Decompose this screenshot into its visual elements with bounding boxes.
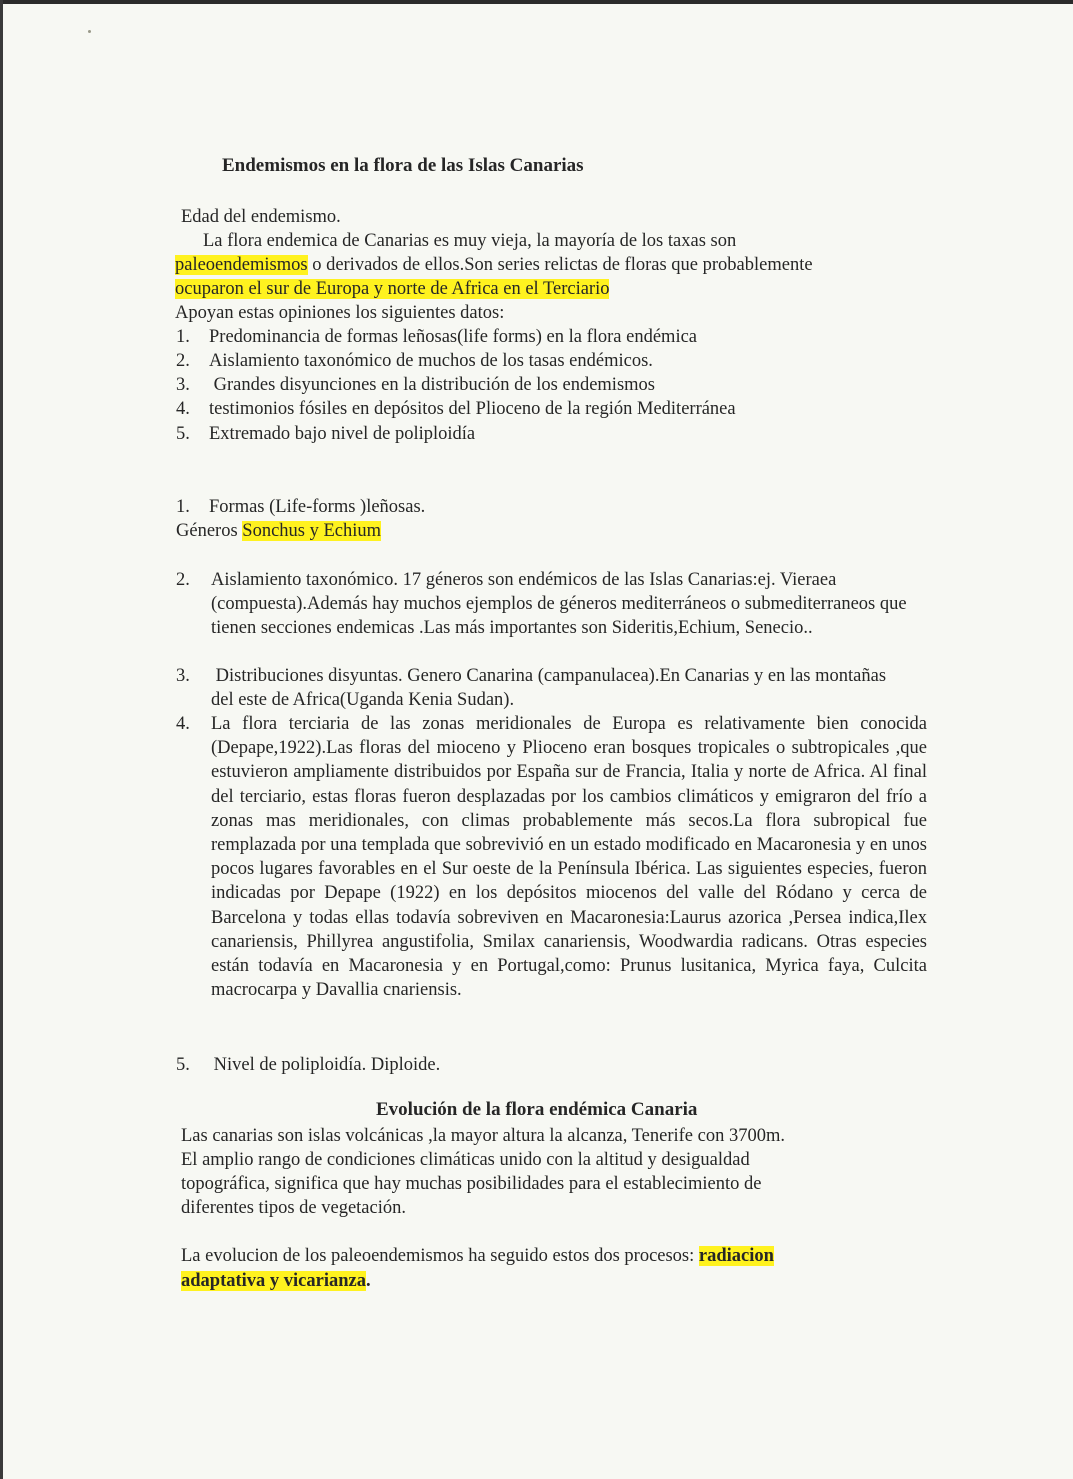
list-number: 3. — [176, 375, 190, 395]
intro-line-2-rest: o derivados de ellos.Son series relictas de floras que probablemente — [307, 255, 813, 275]
list-number: 1. — [176, 327, 190, 347]
scan-speck — [88, 30, 91, 33]
point-text: Nivel de poliploidía. Diploide. — [209, 1055, 441, 1075]
list-text: Aislamiento taxonómico de muchos de los tasas endémicos. — [209, 351, 653, 371]
intro-line-2 — [175, 253, 813, 277]
list-number: 2. — [176, 351, 190, 371]
point-number: 2. — [176, 570, 190, 590]
scan-edge-top — [0, 0, 1073, 4]
list-text: testimonios fósiles en depósitos del Plioceno de la región Mediterránea — [209, 399, 736, 419]
point-number: 4. — [176, 714, 190, 734]
conclusion-text: La evolucion de los paleoendemismos ha seguido estos dos procesos: — [181, 1246, 699, 1266]
point-text: Aislamiento taxonómico. 17 géneros son endémicos de las Islas Canarias:ej. Vieraea (compuesta).Además hay muchos ejemplos de géneros mediterráneos o submediterraneos que tienen secciones endemicas .Las más importantes son Sideritis,Echium, Senecio.. — [211, 570, 907, 639]
point-text: La flora terciaria de las zonas meridionales de Europa es relativamente bien conocida (Depape,1922).Las floras del mioceno y Plioceno eran bosques tropicales o subtropicales ,que estuvieron ampliamente distribuidos por España sur de Francia, Italia y norte de Africa. Al final del terciario, estas floras fueron desplazadas por los cambios climáticos y emigraron del frío a zonas mas meridionales, con climas probablemente más secos.La flora subropical fue remplazada por una templada que sobrevivió en un estado modificado en Macaronesia y en unos pocos lugares favorables en el Sur oeste de la Península Ibérica. Las siguientes especies, fueron indicadas por Depape (1922) en los depósitos miocenos del valle del Ródano y cerca de Barcelona y todas ellas todavía sobreviven en Macaronesia:Laurus azorica ,Persea indica,Ilex canariensis, Phillyrea angustifolia, Smilax canariensis, Woodwardia radicans. Otras especies están todavía en Macaronesia y en Portugal,como: Prunus lusitanica, Myrica faya, Culcita macrocarpa y Davallia cnariensis. — [211, 714, 927, 1001]
section-heading-edad: Edad del endemismo. — [181, 207, 341, 227]
list-text: Predominancia de formas leñosas(life forms) en la flora endémica — [209, 327, 698, 347]
list-number: 4. — [176, 399, 190, 419]
intro-line-1: La flora endemica de Canarias es muy vieja, la mayoría de los taxas son — [203, 231, 737, 251]
section2-line: diferentes tipos de vegetación. — [181, 1198, 406, 1218]
section2-line: Las canarias son islas volcánicas ,la mayor altura la alcanza, Tenerife con 3700m. — [181, 1126, 785, 1146]
highlight-adaptativa-vicarianza: adaptativa y vicarianza — [181, 1271, 366, 1291]
highlight-radiacion: radiacion — [698, 1246, 774, 1266]
section2-line: topográfica, significa que hay muchas posibilidades para el establecimiento de — [181, 1174, 762, 1194]
list-number: 5. — [176, 424, 190, 444]
list-text: Extremado bajo nivel de poliploidía — [209, 424, 476, 444]
point-number: 1. — [176, 497, 190, 517]
point-heading: Formas (Life-forms )leñosas. — [209, 497, 426, 517]
point-number: 5. — [176, 1055, 190, 1075]
generos-label: Géneros — [176, 521, 243, 541]
conclusion-period: . — [366, 1271, 371, 1291]
document-title: Endemismos en la flora de las Islas Canarias — [222, 155, 584, 176]
scan-edge-left — [0, 0, 3, 1479]
conclusion-line-2 — [181, 1269, 371, 1293]
generos-line — [176, 519, 381, 543]
highlight-paleoendemismos: paleoendemismos — [175, 255, 308, 275]
list-text: Grandes disyunciones en la distribución de los endemismos — [209, 375, 655, 395]
point-text: Distribuciones disyuntas. Genero Canarina (campanulacea).En Canarias y en las montañas del este de Africa(Uganda Kenia Sudan). — [211, 666, 891, 711]
intro-line-4: Apoyan estas opiniones los siguientes datos: — [175, 303, 505, 323]
highlight-sonchus-echium: Sonchus y Echium — [242, 521, 382, 541]
point-number: 3. — [176, 666, 190, 686]
section2-line: El amplio rango de condiciones climáticas unido con la altitud y desigualdad — [181, 1150, 750, 1170]
highlight-ocuparon: ocuparon el sur de Europa y norte de Africa en el Terciario — [175, 279, 610, 299]
conclusion-line-1 — [181, 1244, 774, 1268]
intro-line-3 — [175, 277, 609, 301]
section-title-evolucion: Evolución de la flora endémica Canaria — [376, 1099, 698, 1120]
